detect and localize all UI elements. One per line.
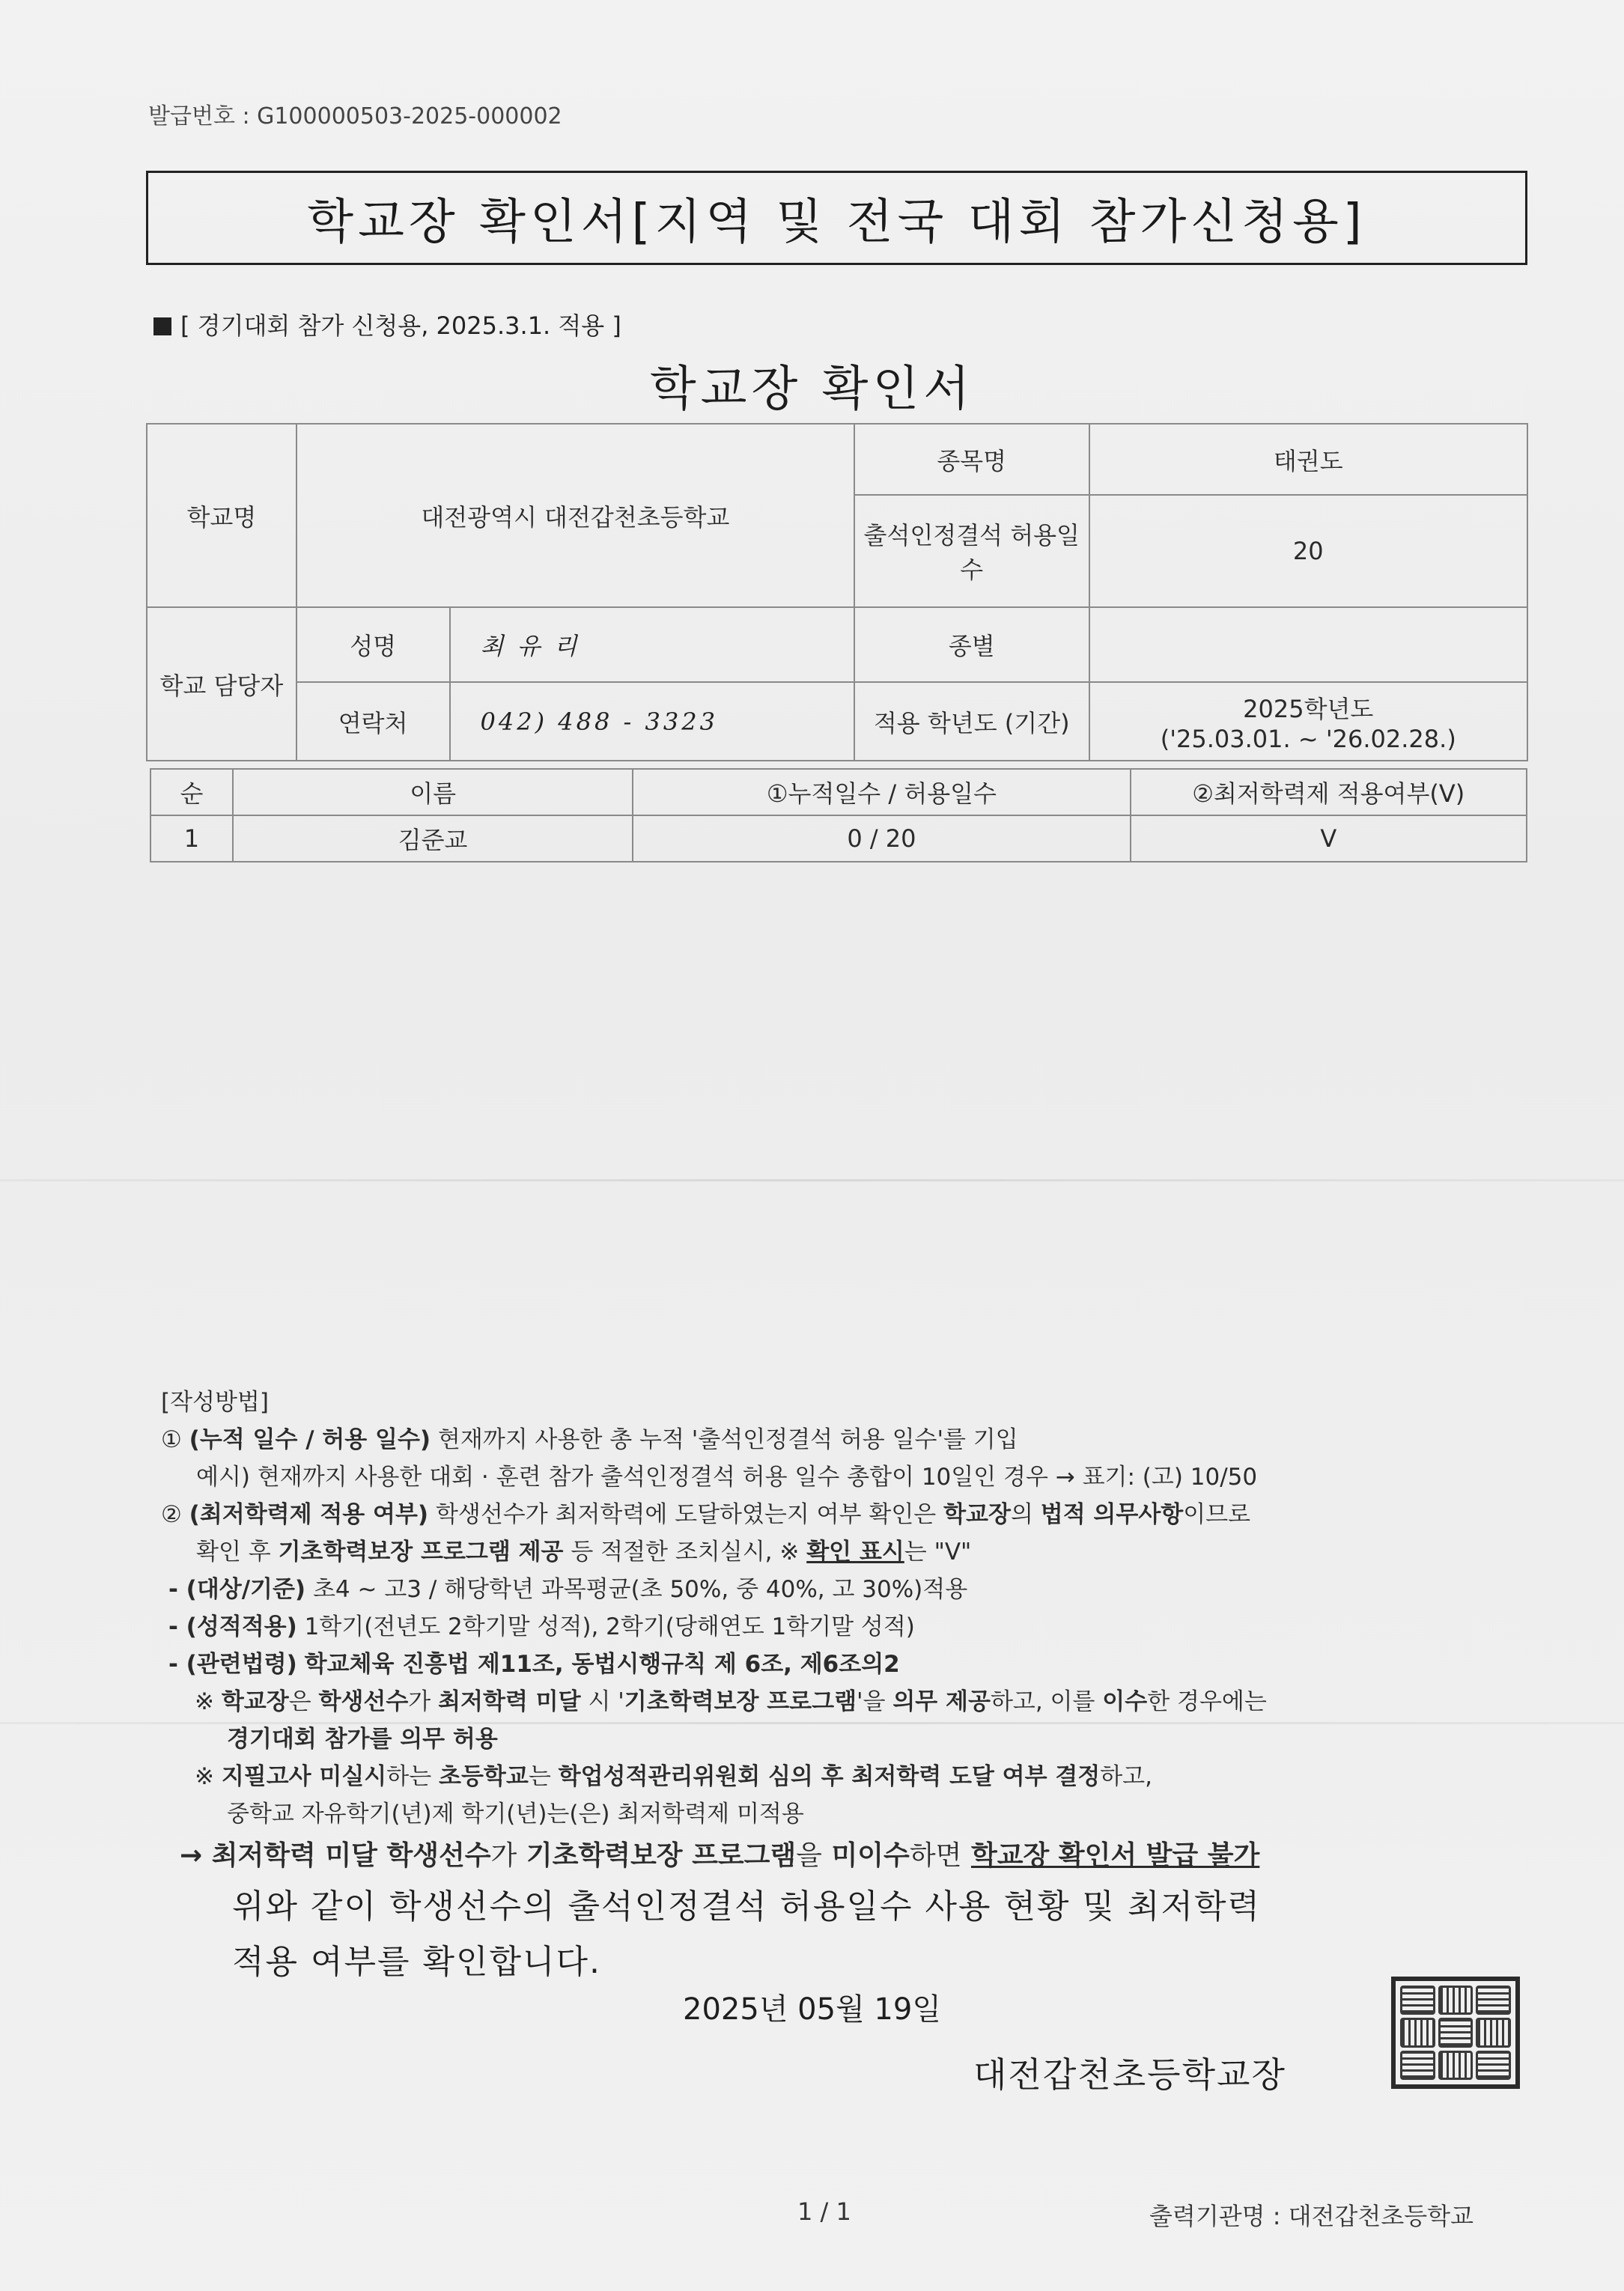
form-note [153,307,621,341]
year-value: 2025학년도 [1243,694,1374,723]
method-bold: 학생선수 [318,1688,409,1715]
manager-label: 학교 담당자 [147,607,296,761]
method-text: 하고, [1100,1763,1152,1790]
method-text: 는 [528,1763,551,1790]
confirm-line-1: 위와 같이 학생선수의 출석인정결석 허용일수 사용 현황 및 최저학력 [232,1887,1261,1926]
col-header-no: 순 [150,769,233,815]
method-bold: 최저학력 미달 학생선수 [211,1840,491,1871]
name-label: 성명 [296,607,450,682]
method-bold: 기초학력보장 프로그램 [526,1840,797,1871]
method-text: 가 [490,1840,517,1871]
method-bold: 초등학교 [439,1763,529,1790]
official-seal-icon [1391,1977,1520,2089]
type-label: 종별 [854,607,1089,682]
method-line [161,1496,1539,1533]
student-table [150,768,1527,862]
method-text: 을 [796,1840,822,1871]
method-bold: - (성적적용) [168,1613,297,1640]
row-no: 1 [150,815,233,862]
method-bold: 기초학력보장 프로그램 [624,1688,857,1715]
confirmation-statement [232,1879,1261,1990]
method-line [161,1421,1539,1458]
allowed-days-label: 출석인정결석 허용일수 [854,495,1089,607]
school-value: 대전광역시 대전갑천초등학교 [296,424,854,607]
method-text: ※ [195,1763,214,1790]
issuer-name: 출력기관명 : 대전갑천초등학교 [1149,2202,1474,2230]
event-label: 종목명 [854,424,1089,495]
row-days: 0 / 20 [633,815,1130,862]
method-bold: - (대상/기준) [168,1576,306,1603]
method-title: [작성방법] [161,1389,269,1416]
circled-two: ② [161,1501,182,1528]
method-text: 현재까지 사용한 총 누적 '출석인정결석 허용 일수'를 기입 [437,1426,1018,1453]
method-bold: 의무 제공 [892,1688,991,1715]
method-bold: 학업성적관리위원회 심의 후 최저학력 도달 여부 결정 [558,1763,1101,1790]
method-bold: 지필고사 미실시 [221,1763,387,1790]
arrow-icon: → [180,1840,203,1871]
method-line [161,1533,1539,1571]
info-table [146,423,1528,761]
year-period: ('25.03.01. ~ '26.02.28.) [1160,724,1456,753]
handwritten-name: 최 유 리 [450,607,854,682]
method-text: 확인 후 [196,1539,271,1566]
method-line [161,1608,1539,1646]
method-text: 시 ' [588,1688,624,1715]
confirm-line-2: 적용 여부를 확인합니다. [232,1943,601,1981]
allowed-days-value: 20 [1089,495,1527,607]
method-bold: 미이수 [831,1840,910,1871]
method-line [161,1571,1539,1608]
contact-label: 연락처 [296,682,450,761]
row-applied: V [1131,815,1527,862]
main-title: 학교장 확인서[지역 및 전국 대회 참가신청용] [146,171,1527,265]
method-line [161,1646,1539,1683]
form-note-text: [ 경기대회 참가 신청용, 2025.3.1. 적용 ] [180,311,621,340]
method-text: 하는 [386,1763,432,1790]
table-row [150,815,1527,862]
method-text-line: 중학교 자유학기(년)제 학기(년)는(은) 최저학력제 미적용 [227,1801,804,1828]
sub-title: 학교장 확인서 [649,362,975,417]
issue-number: 발급번호 : G100000503-2025-000002 [148,103,562,130]
issue-date: 2025년 05월 19일 [683,1992,941,2027]
method-text: 가 [408,1688,431,1715]
method-bold: 법적 의무사항 [1040,1501,1184,1528]
method-bold: 학교체육 진흥법 제11조, 동법시행규칙 제 6조, 제6조의2 [304,1651,900,1678]
method-bold: 학교장 [943,1501,1011,1528]
method-conclusion [161,1837,1539,1875]
method-bold: (최저학력제 적용 여부) [189,1501,429,1528]
method-bold: 최저학력 미달 [438,1688,581,1715]
method-bold: 기초학력보장 프로그램 제공 [278,1539,564,1566]
method-bold: (누적 일수 / 허용 일수) [189,1426,431,1453]
method-text: 한 경우에는 [1147,1688,1267,1715]
method-underline: 학교장 확인서 발급 불가 [970,1840,1260,1871]
method-text: 하고, 이를 [990,1688,1095,1715]
row-name: 김준교 [233,815,633,862]
method-text: 초4 ~ 고3 / 해당학년 과목평균(초 50%, 중 40%, 고 30%)적용 [312,1576,968,1603]
method-text: 하면 [909,1840,962,1871]
circled-one: ① [161,1426,182,1453]
year-label: 적용 학년도 (기간) [854,682,1089,761]
method-example: 예시) 현재까지 사용한 대회 · 훈련 참가 출석인정결석 허용 일수 총합이 10일인 경우 → 표기: (고) 10/50 [196,1464,1258,1491]
type-value [1089,607,1527,682]
method-text: 학생선수가 최저학력에 도달하였는지 여부 확인은 [435,1501,937,1528]
col-header-name: 이름 [233,769,633,815]
method-line [161,1758,1539,1795]
principal-name: 대전갑천초등학교장 [973,2054,1286,2095]
method-text: 등 적절한 조치실시, ※ [571,1539,800,1566]
method-bold-line: 경기대회 참가를 의무 허용 [227,1726,498,1753]
page-number: 1 / 1 [797,2197,851,2226]
paper-fold [0,1179,1624,1181]
writing-method [161,1384,1539,1875]
year-cell [1089,682,1527,761]
method-text: '을 [857,1688,886,1715]
method-text: 의 [1010,1501,1033,1528]
method-bold: 이수 [1102,1688,1148,1715]
method-text: 은 [288,1688,311,1715]
method-underline: 확인 표시 [806,1539,904,1566]
method-bold: 학교장 [221,1688,289,1715]
method-text: ※ [195,1688,214,1715]
square-bullet-icon [153,317,171,335]
method-text: 는 "V" [904,1539,972,1566]
method-text: 1학기(전년도 2학기말 성적), 2학기(당해연도 1학기말 성적) [304,1613,915,1640]
event-value: 태권도 [1089,424,1527,495]
method-line [161,1683,1539,1720]
col-header-applied: ②최저학력제 적용여부(V) [1131,769,1527,815]
method-bold: - (관련법령) [168,1651,297,1678]
handwritten-contact: 042) 488 - 3323 [450,682,854,761]
method-text: 이므로 [1183,1501,1251,1528]
school-label: 학교명 [147,424,296,607]
col-header-days: ①누적일수 / 허용일수 [633,769,1130,815]
